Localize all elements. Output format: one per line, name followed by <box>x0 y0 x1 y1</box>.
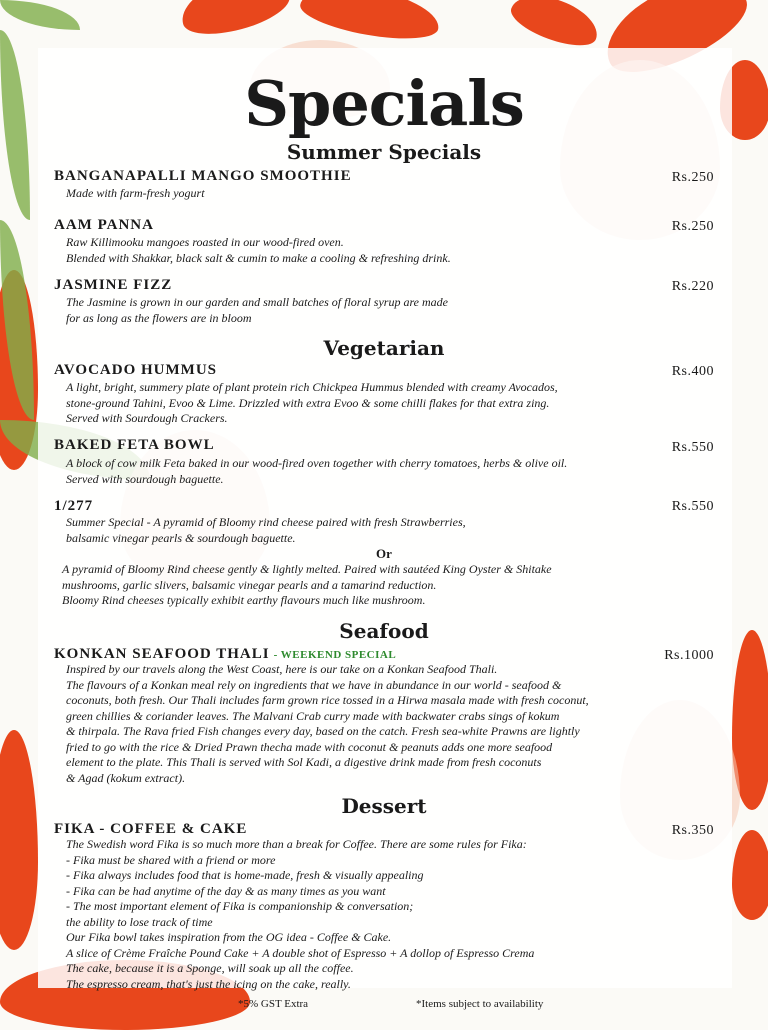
leaf-icon <box>0 0 80 30</box>
item-price-jasmine-fizz: Rs.220 <box>671 279 714 294</box>
item-title-avocado-hummus: AVOCADO HUMMUS <box>54 362 218 378</box>
item-desc-konkan-seafood-thali: Inspired by our travels along the West Coast, here is our take on a Konkan Seafood Thali. The flavours of a Konkan meal rely on ingredients that we have in abundance in our world - seafood & coconuts, both fresh. Our Thali includes farm grown rice tossed in a Hirwa masala made with fresh coconut, green chillies & coriander leaves. The Malvani Crab curry made with backwater crabs sings of kokum & thirpala. The Rava fried Fish changes every day, based on the catch. Fresh sea-white Prawns are lightly fried to go with the rice & Dried Prawn thecha made with coconut & peanuts adds one more seafood element to the plate. This Thali is served with Sol Kadi, a digestive drink made from fresh coconuts & Agad (kokum extract). <box>66 662 589 785</box>
item-price-baked-feta-bowl: Rs.550 <box>671 440 714 455</box>
item-desc-1-277-alt: A pyramid of Bloomy Rind cheese gently & lightly melted. Paired with sautéed King Oyster & Shitake mushrooms, garlic slivers, balsamic vinegar pearls and a tamarind reduction. Bloomy Rind cheeses typically exhibit earthy flavours much like mushroom. <box>62 562 552 607</box>
item-desc-1-277: Summer Special - A pyramid of Bloomy rind cheese paired with fresh Strawberries, balsamic vinegar pearls & sourdough baguette. <box>66 515 466 545</box>
section-heading-dessert: Dessert <box>341 794 427 818</box>
section-heading-vegetarian: Vegetarian <box>323 336 445 360</box>
item-price-avocado-hummus: Rs.400 <box>671 364 714 379</box>
section-heading-summer: Summer Specials <box>286 140 482 164</box>
item-title-konkan-seafood-thali <box>54 646 396 663</box>
footer-gst-note: *5% GST Extra <box>238 998 309 1010</box>
page-title: Specials <box>244 67 524 140</box>
item-price-1-277: Rs.550 <box>671 499 714 514</box>
item-title-aam-panna: AAM PANNA <box>54 217 154 233</box>
item-desc-avocado-hummus: A light, bright, summery plate of plant protein rich Chickpea Hummus blended with creamy Avocados, stone-ground Tahini, Evoo & Lime. Drizzled with extra Evoo & some chilli flakes for that extra zing. Served with Sourdough Crackers. <box>66 380 558 425</box>
footer-availability-note: *Items subject to availability <box>416 998 544 1010</box>
lily-flower-icon <box>0 730 38 950</box>
item-desc-fika: The Swedish word Fika is so much more than a break for Coffee. There are some rules for Fika: - Fika must be shared with a friend or more - Fika always includes food that is home-made, fresh & visually appealing - Fika can be had anytime of the day & as many times as you want - The most important element of Fika is companionship & conversation; the ability to lose track of time Our Fika bowl takes inspiration from the OG idea - Coffee & Cake. A slice of Crème Fraîche Pound Cake + A double shot of Espresso + A dollop of Espresso Crema The cake, because it is a Sponge, will soak up all the coffee. The espresso cream, that's just the icing on the cake, really. <box>66 837 535 991</box>
lily-flower-icon <box>506 0 604 54</box>
item-title-baked-feta-bowl: BAKED FETA BOWL <box>54 437 215 453</box>
lily-flower-icon <box>732 830 768 920</box>
item-price-aam-panna: Rs.250 <box>671 219 714 234</box>
item-desc-aam-panna: Raw Killimooku mangoes roasted in our wood-fired oven. Blended with Shakkar, black salt & cumin to make a cooling & refreshing drink. <box>66 235 451 265</box>
item-price-konkan-seafood-thali: Rs.1000 <box>664 648 714 663</box>
item-title-mango-smoothie: BANGANAPALLI MANGO SMOOTHIE <box>54 168 352 184</box>
item-desc-mango-smoothie: Made with farm-fresh yogurt <box>66 186 205 200</box>
item-desc-baked-feta-bowl: A block of cow milk Feta baked in our wood-fired oven together with cherry tomatoes, herbs & olive oil. Served with sourdough baguette. <box>66 456 568 486</box>
item-title-jasmine-fizz: JASMINE FIZZ <box>54 277 173 293</box>
item-title-fika: FIKA - COFFEE & CAKE <box>54 821 248 837</box>
item-desc-jasmine-fizz: The Jasmine is grown in our garden and small batches of floral syrup are made for as long as the flowers are in bloom <box>66 295 448 325</box>
item-price-fika: Rs.350 <box>671 823 714 838</box>
weekend-special-badge: - WEEKEND SPECIAL <box>273 649 397 661</box>
item-title-text: KONKAN SEAFOOD THALI <box>54 646 270 662</box>
item-title-1-277: 1/277 <box>54 498 94 514</box>
lily-flower-icon <box>175 0 294 43</box>
item-price-mango-smoothie: Rs.250 <box>671 170 714 185</box>
section-heading-seafood: Seafood <box>339 619 429 643</box>
item-or-divider: Or <box>376 546 392 561</box>
